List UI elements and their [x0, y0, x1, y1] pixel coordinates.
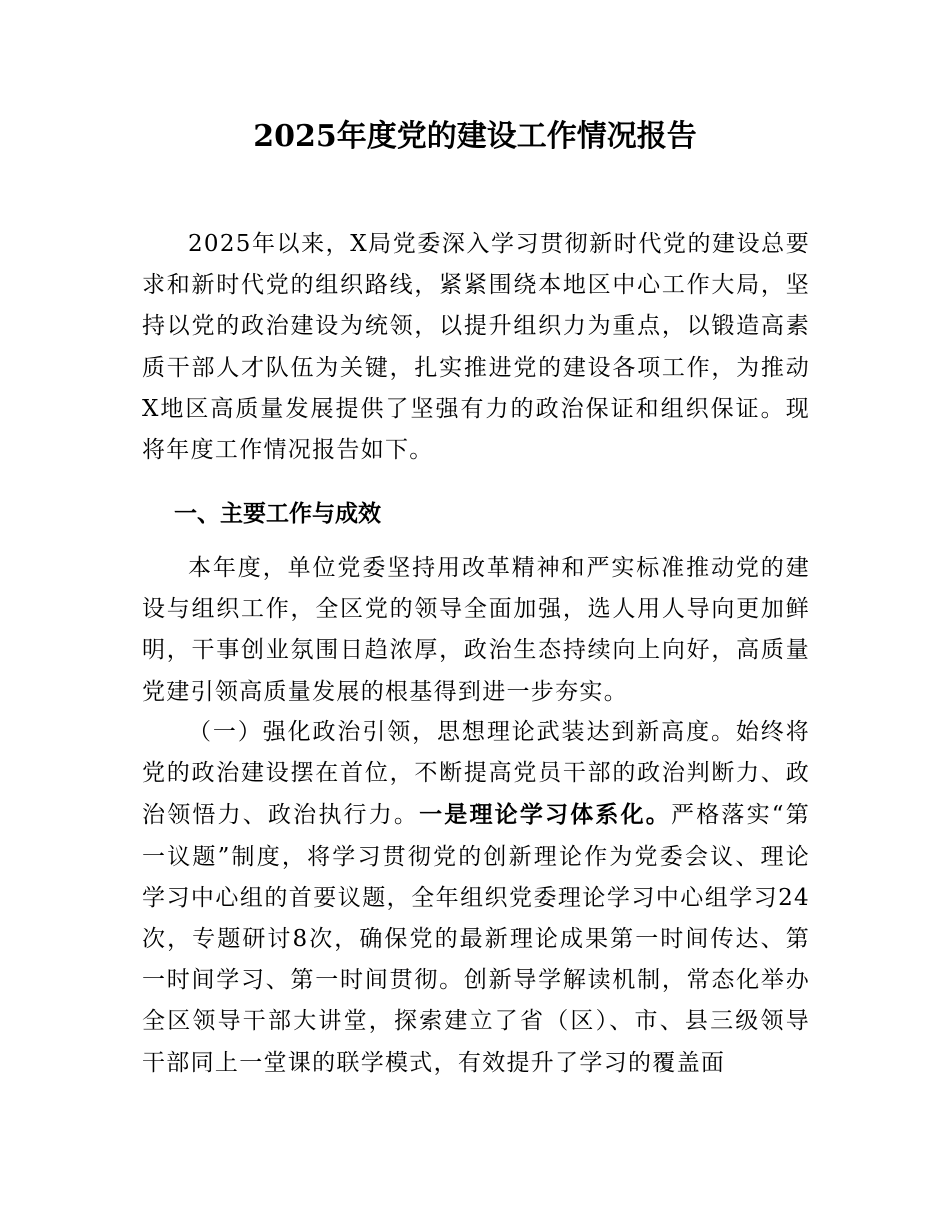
- intro-paragraph: 2025年以来，X局党委深入学习贯彻新时代党的建设总要求和新时代党的组织路线，紧紧围绕本地区中心工作大局，坚持以党的政治建设为统领，以提升组织力为重点，以锻造高素质干部人才队伍为关键，扎实推进党的建设各项工作，为推动X地区高质量发展提供了坚强有力的政治保证和组织保证。现将年度工作情况报告如下。: [142, 231, 810, 464]
- subsection-1-paragraph: [142, 712, 810, 1084]
- section-heading-main-work: 一、主要工作与成效: [174, 501, 381, 527]
- document-title: 2025年度党的建设工作情况报告: [253, 119, 697, 154]
- subsection-1-body: 严格落实“第一议题”制度，将学习贯彻党的创新理论作为党委会议、理论学习中心组的首要议题，全年组织党委理论学习中心组学习24次，专题研讨8次，确保党的最新理论成果第一时间传达、第一时间学习、第一时间贯彻。创新导学解读机制，常态化举办全区领导干部大讲堂，探索建立了省（区）、市、县三级领导干部同上一堂课的联学模式，有效提升了学习的覆盖面: [142, 802, 811, 1076]
- subsection-1-lead: （一）强化政治引领，思想理论武装达到新高度。始终将党的政治建设摆在首位，不断提高党员干部的政治判断力、政治领悟力、政治执行力。: [142, 719, 810, 829]
- section-1-paragraph: 本年度，单位党委坚持用改革精神和严实标准推动党的建设与组织工作，全区党的领导全面加强，选人用人导向更加鲜明，干事创业氛围日趋浓厚，政治生态持续向上向好，高质量党建引领高质量发展的根基得到进一步夯实。: [142, 555, 810, 705]
- subsection-1-bold-point: 一是理论学习体系化。: [419, 801, 671, 829]
